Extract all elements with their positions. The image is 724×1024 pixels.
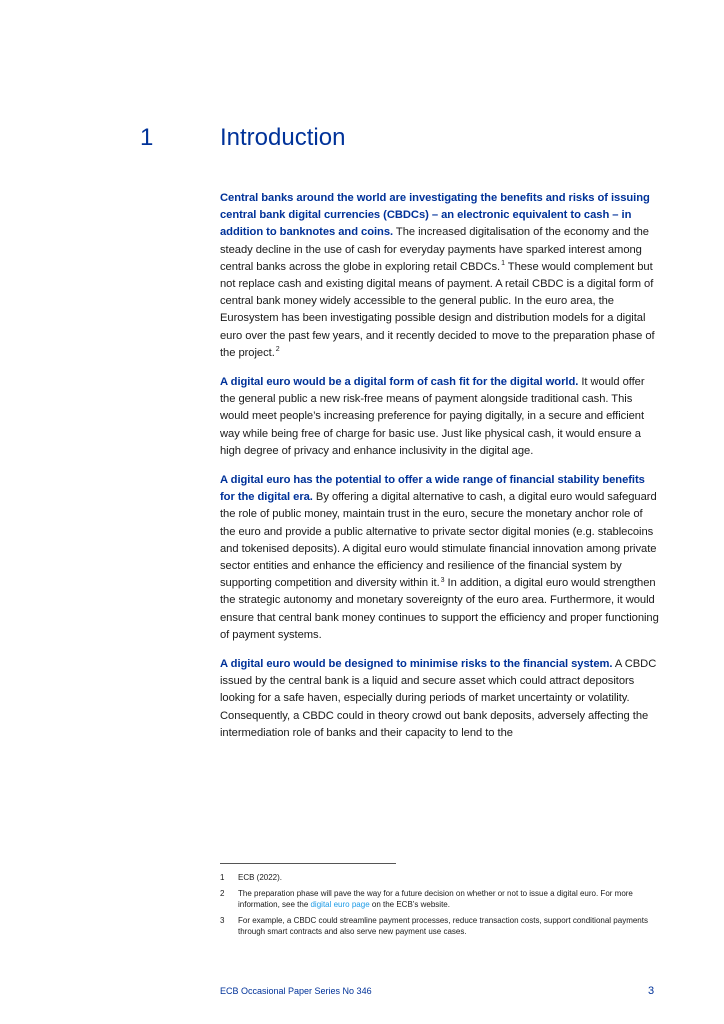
footnote-item [220,872,660,883]
paragraph-3 [220,472,660,644]
section-title: Introduction [220,124,346,151]
paragraph-4 [220,656,660,742]
paragraph-lead: A digital euro would be a digital form of cash fit for the digital world. [220,376,579,389]
paragraph-text: These would complement but not replace cash and existing digital means of payment. A retail CBDC is a digital form of central bank money widely accessible to the general public. In the euro area, the Eurosystem has been investigating possible design and distribution models for a digital euro over the past few years, and it recently decided to move to the preparation phase of the project. [220,260,655,359]
footnote-item [220,888,660,910]
paragraph-lead: A digital euro has the potential to offer a wide range of financial stability benefits for the digital era. [220,474,645,504]
section-number: 1 [140,124,154,151]
paragraph-text: A CBDC issued by the central bank is a liquid and secure asset which could attract depositors looking for a safe haven, especially during periods of market uncertainty or volatility. Consequently, a CBDC could in theory crowd out bank deposits, adversely affecting the intermediation role of banks and their capacity to lend to the [220,658,657,739]
footnote-ref[interactable]: 3 [440,576,445,584]
footnote-divider [220,863,396,864]
page-number: 3 [648,985,655,997]
footnote-ref[interactable]: 2 [275,346,280,354]
footnote-text: For example, a CBDC could streamline payment processes, reduce transaction costs, support conditional payments through smart contracts and also serve new payment use cases. [238,916,648,936]
footnote-text-before: The preparation phase will pave the way for a future decision on whether or not to issue a digital euro. For more information, see the [238,889,633,909]
footnote-number: 3 [220,916,225,925]
digital-euro-page-link[interactable]: digital euro page [310,900,370,909]
paragraph-2 [220,374,660,460]
paragraph-lead: A digital euro would be designed to minimise risks to the financial system. [220,658,613,671]
footnotes [220,872,660,942]
body-text [220,190,660,754]
paragraph-text: By offering a digital alternative to cash, a digital euro would safeguard the role of public money, maintain trust in the euro, secure the monetary anchor role of the euro and provide a public alternative to private sector digital monies (e.g. stablecoins and tokenised deposits). A digital euro would stimulate financial innovation among private sector entities and enhance the efficiency and resilience of the financial system by supporting competition and diversity within it. [220,491,657,590]
footnote-text-after: on the ECB’s website. [369,900,450,909]
paragraph-text: It would offer the general public a new risk-free means of payment alongside traditional cash. This would meet people’s increasing preference for paying digitally, in a secure and efficient way while being free of charge for basic use. Just like physical cash, it would ensure a high degree of privacy and enhance inclusivity in the digital age. [220,376,645,457]
paragraph-1 [220,190,660,362]
footer-series: ECB Occasional Paper Series No 346 [220,986,372,996]
footnote-item [220,915,660,937]
footnote-number: 1 [220,873,225,882]
footnote-ref[interactable]: 1 [501,260,505,268]
paragraph-text: The increased digitalisation of the economy and the steady decline in the use of cash for everyday payments have sparked interest among central banks across the globe in exploring retail CBDCs. [220,226,649,273]
footnote-number: 2 [220,889,225,898]
paragraph-lead: Central banks around the world are investigating the benefits and risks of issuing central bank digital currencies (CBDCs) – an electronic equivalent to cash – in addition to banknotes and coins. [220,192,650,239]
footnote-text: ECB (2022). [238,873,283,882]
paragraph-text: In addition, a digital euro would strengthen the strategic autonomy and monetary sovereignty of the euro area. Furthermore, it would ensure that central bank money continues to support the efficiency and proper functioning of payment systems. [220,577,659,641]
footnote-text [238,888,660,910]
